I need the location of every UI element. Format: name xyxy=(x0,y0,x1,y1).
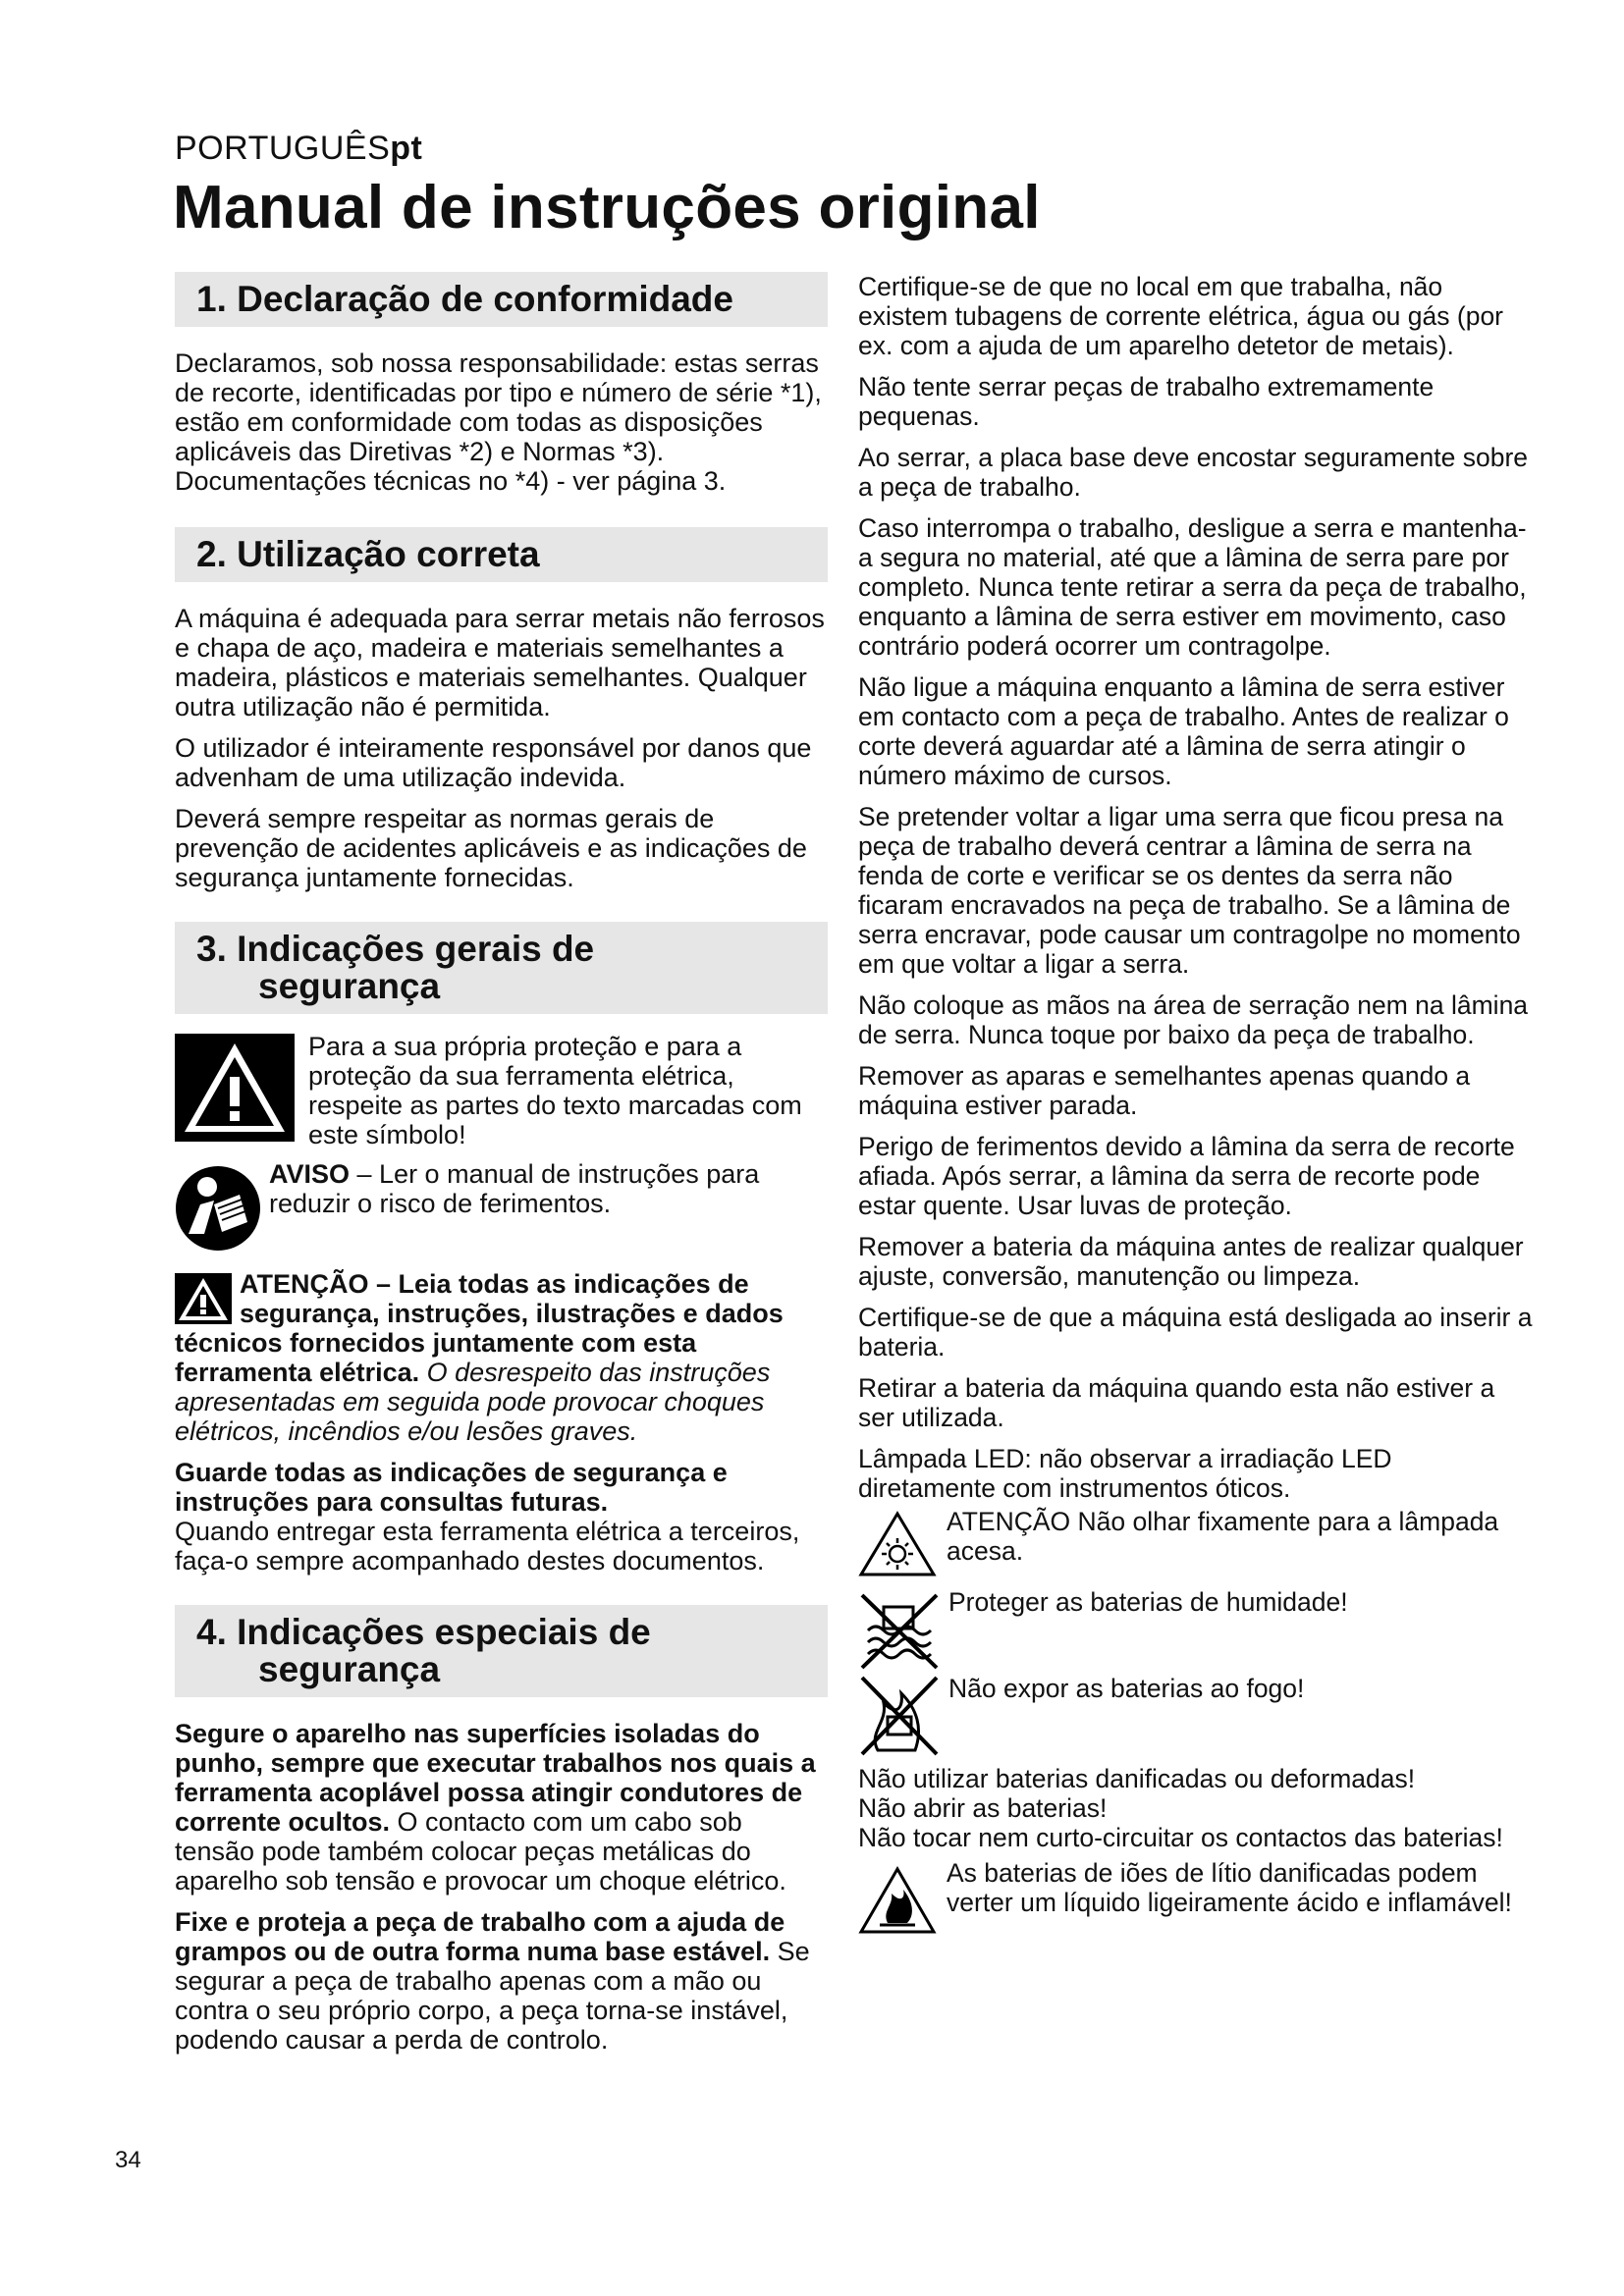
aviso-note xyxy=(175,1159,828,1252)
led-warning-icon xyxy=(858,1511,937,1577)
right-p6: Se pretender voltar a ligar uma serra que ficou presa na peça de trabalho deverá centrar a lâmina de serra na fenda de corte e verificar se os dentes da serra não ficaram encravados na peça de trabalho. Se a lâmina de serra encravar, pode causar um contragolpe no momento em que voltar a ligar a serra. xyxy=(858,802,1521,979)
language-label: PORTUGUÊSpt xyxy=(175,130,423,167)
warning-symbol-text: Para a sua própria proteção e para a proteção da sua ferramenta elétrica, respeite as partes do texto marcadas com este símbolo! xyxy=(308,1032,802,1149)
humidity-text: Proteger as baterias de humidade! xyxy=(948,1587,1348,1617)
page-title: Manual de instruções original xyxy=(173,174,1041,241)
right-p4: Caso interrompa o trabalho, desligue a serra e mantenha-a segura no material, até que a lâmina de serra pare por completo. Nunca tente retirar a serra da peça de trabalho, enquanto a lâmina de serra estiver em movimento, caso contrário poderá ocorrer um contragolpe. xyxy=(858,513,1527,661)
flammable-warning-icon xyxy=(858,1866,937,1935)
right-column xyxy=(858,272,1536,1935)
section-4-p2: Fixe e proteja a peça de trabalho com a ajuda de grampos ou de outra forma numa base estável. Se segurar a peça de trabalho apenas com a mão ou contra o seu próprio corpo, a peça torna-se instável, podendo causar a perda de controlo. xyxy=(175,1907,810,2055)
warning-symbol-note xyxy=(175,1032,828,1149)
warning-triangle-icon xyxy=(175,1034,295,1142)
aviso-text: AVISO – Ler o manual de instruções para reduzir o risco de ferimentos. xyxy=(269,1159,760,1218)
aviso-label: AVISO xyxy=(269,1159,351,1189)
section-2-p2: O utilizador é inteiramente responsável por danos que advenham de uma utilização indevida. xyxy=(175,733,812,792)
read-manual-icon xyxy=(175,1165,261,1252)
right-p7: Não coloque as mãos na área de serração nem na lâmina de serra. Nunca toque por baixo da peça de trabalho. xyxy=(858,990,1529,1049)
right-p10: Remover a bateria da máquina antes de realizar qualquer ajuste, conversão, manutenção ou limpeza. xyxy=(858,1232,1524,1291)
small-warning-icon xyxy=(175,1273,232,1324)
section-4-heading: 4. Indicações especiais de segurança xyxy=(175,1605,828,1697)
led-warning-text: ATENÇÃO Não olhar fixamente para a lâmpada acesa. xyxy=(947,1507,1499,1566)
no-humidity-icon xyxy=(858,1591,941,1672)
fire-text: Não expor as baterias ao fogo! xyxy=(948,1674,1305,1703)
right-p12: Retirar a bateria da máquina quando esta não estiver a ser utilizada. xyxy=(858,1373,1495,1432)
section-4-p1: Segure o aparelho nas superfícies isoladas do punho, sempre que executar trabalhos nos quais a ferramenta acoplável possa atingir condutores de corrente ocultos. O contacto com um cabo sob tensão pode também colocar peças metálicas do aparelho sob tensão e provocar um choque elétrico. xyxy=(175,1719,816,1896)
right-p2: Não tente serrar peças de trabalho extremamente pequenas. xyxy=(858,372,1435,431)
battery-warnings: Não utilizar baterias danificadas ou deformadas! Não abrir as baterias! Não tocar nem curto-circuitar os contactos das baterias! xyxy=(858,1764,1503,1852)
liion-note xyxy=(858,1858,1536,1935)
section-2-heading: 2. Utilização correta xyxy=(175,527,828,582)
right-p5: Não ligue a máquina enquanto a lâmina de serra estiver em contacto com a peça de trabalho. Antes de realizar o corte deverá aguardar até a lâmina de serra atingir o número máximo de cursos. xyxy=(858,672,1509,790)
section-2-p1: A máquina é adequada para serrar metais não ferrosos e chapa de aço, madeira e materiais semelhantes a madeira, plásticos e materiais semelhantes. Qualquer outra utilização não é permitida. xyxy=(175,604,825,721)
language-code: pt xyxy=(390,130,423,167)
section-1-text: Declaramos, sob nossa responsabilidade: estas serras de recorte, identificadas por tipo e número de série *1), estão em conformidade com todas as disposições aplicáveis das Diretivas *2) e Normas *3). Documentações técnicas no *4) - ver página 3. xyxy=(175,348,822,496)
humidity-note xyxy=(858,1587,1536,1672)
atencao-paragraph: ATENÇÃO – Leia todas as indicações de segurança, instruções, ilustrações e dados técnicos fornecidos juntamente com esta ferramenta elétrica. O desrespeito das instruções apresentadas em seguida pode provocar choques elétricos, incêndios e/ou lesões graves. xyxy=(175,1269,784,1446)
page-number: 34 xyxy=(115,2147,141,2173)
right-p13: Lâmpada LED: não observar a irradiação LED diretamente com instrumentos óticos. xyxy=(858,1444,1392,1503)
right-p8: Remover as aparas e semelhantes apenas quando a máquina estiver parada. xyxy=(858,1061,1471,1120)
right-p1: Certifique-se de que no local em que trabalha, não existem tubagens de corrente elétrica, água ou gás (por ex. com a ajuda de um aparelho detetor de metais). xyxy=(858,272,1504,360)
liion-text: As baterias de iões de lítio danificadas podem verter um líquido ligeiramente ácido e inflamável! xyxy=(947,1858,1512,1917)
right-p3: Ao serrar, a placa base deve encostar seguramente sobre a peça de trabalho. xyxy=(858,443,1529,502)
no-fire-icon xyxy=(858,1674,941,1758)
fire-note xyxy=(858,1674,1536,1758)
right-p9: Perigo de ferimentos devido a lâmina da serra de recorte afiada. Após serrar, a lâmina da serra de recorte pode estar quente. Usar luvas de proteção. xyxy=(858,1132,1515,1220)
section-3-heading: 3. Indicações gerais de segurança xyxy=(175,922,828,1014)
section-2-p3: Deverá sempre respeitar as normas gerais de prevenção de acidentes aplicáveis e as indicações de segurança juntamente fornecidas. xyxy=(175,804,807,892)
guarde-paragraph: Guarde todas as indicações de segurança e instruções para consultas futuras. Quando entregar esta ferramenta elétrica a terceiros, faça-o sempre acompanhado destes documentos. xyxy=(175,1458,800,1575)
section-1-heading: 1. Declaração de conformidade xyxy=(175,272,828,327)
right-p11: Certifique-se de que a máquina está desligada ao inserir a bateria. xyxy=(858,1303,1533,1362)
left-column xyxy=(175,272,828,2066)
led-warning-note xyxy=(858,1507,1536,1577)
